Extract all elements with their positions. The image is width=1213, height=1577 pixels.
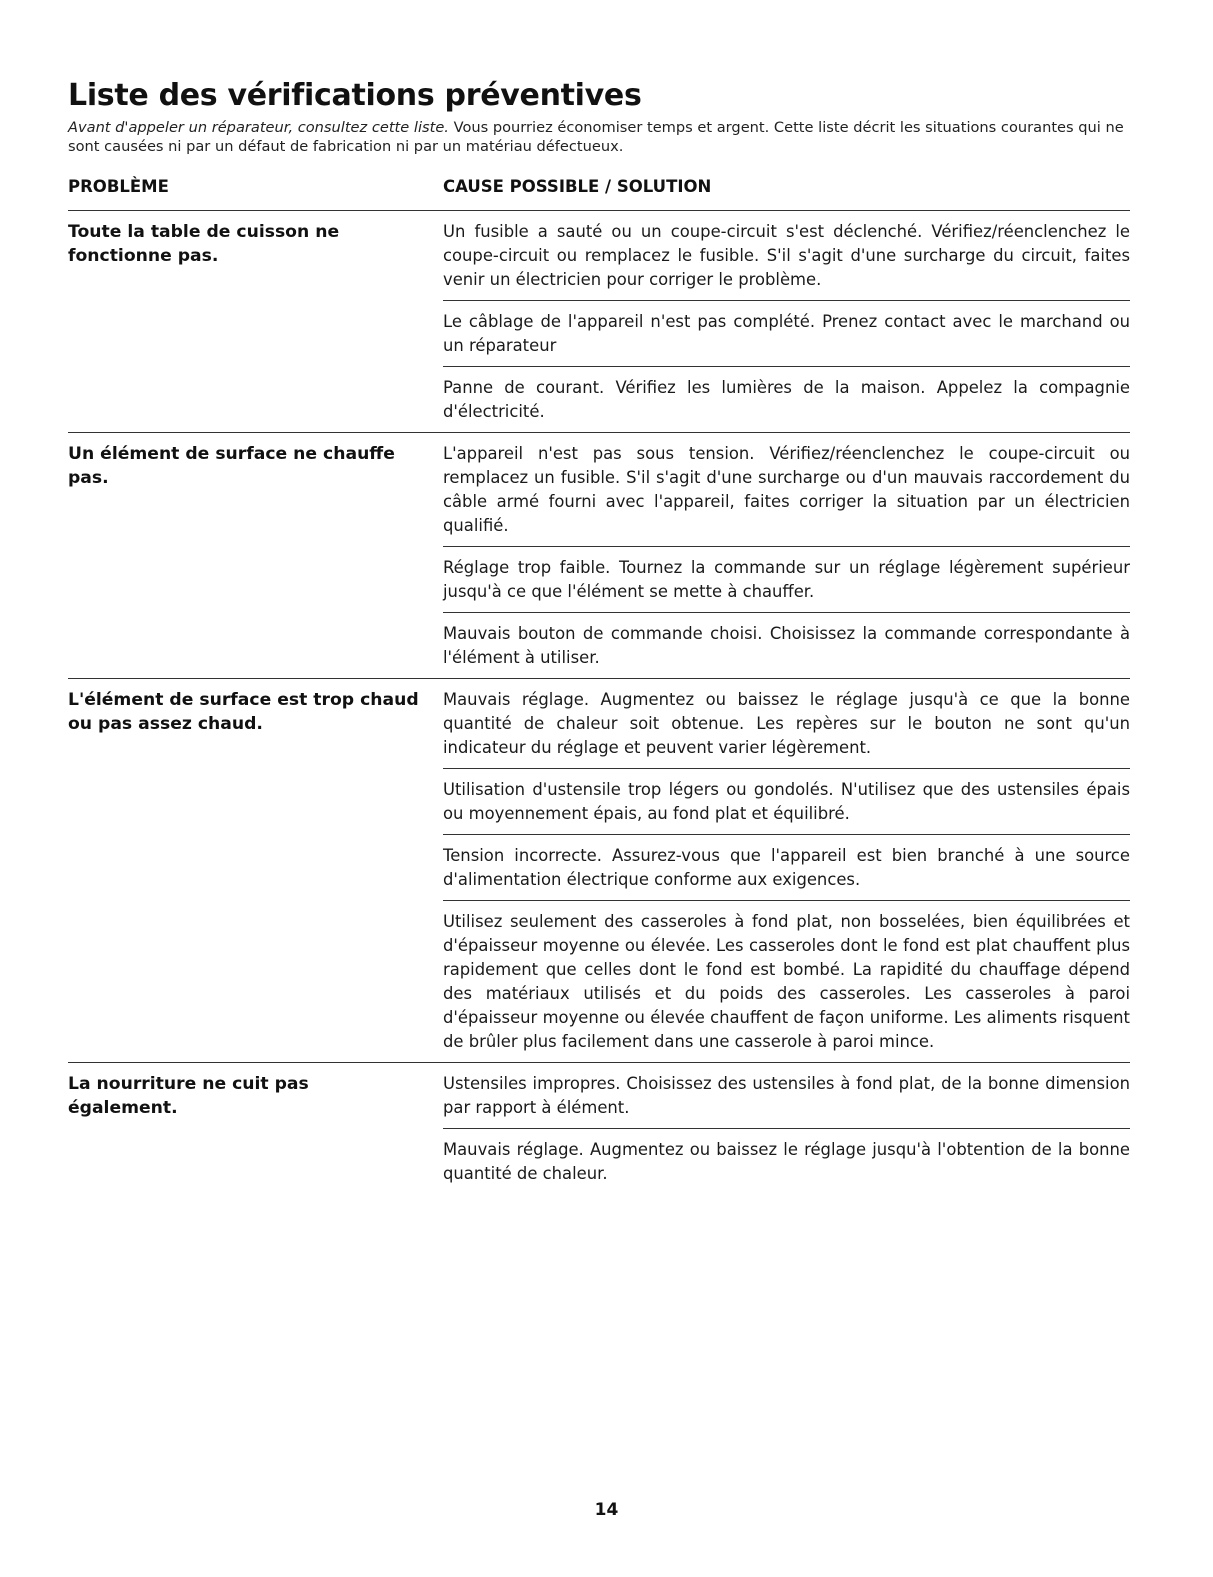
troubleshooting-section	[68, 433, 1130, 679]
solution-list	[443, 1063, 1130, 1194]
troubleshooting-table	[68, 211, 1130, 1194]
solution-item: Mauvais réglage. Augmentez ou baissez le réglage jusqu'à l'obtention de la bonne quantité de chaleur.	[443, 1128, 1130, 1194]
intro-text: Vous pourriez économiser temps et argent. Cette liste décrit les situations courantes qui ne sont causées ni par un défaut de fabrication ni par un matériau défectueux.	[68, 119, 1124, 155]
problem-label: Toute la table de cuisson ne fonctionne pas.	[68, 222, 340, 266]
solution-column-header: CAUSE POSSIBLE / SOLUTION	[443, 177, 712, 196]
solution-item: Tension incorrecte. Assurez-vous que l'appareil est bien branché à une source d'alimentation électrique conforme aux exigences.	[443, 834, 1130, 900]
problem-label: Un élément de surface ne chauffe pas.	[68, 444, 395, 488]
page-number: 14	[594, 1500, 619, 1520]
solution-list	[443, 679, 1130, 1062]
solution-item: Un fusible a sauté ou un coupe-circuit s'est déclenché. Vérifiez/réenclenchez le coupe-circuit ou remplacez le fusible. S'il s'agit d'une surcharge du circuit, faites venir un électricien pour corriger le problème.	[443, 222, 1130, 289]
solution-list	[443, 211, 1130, 432]
troubleshooting-section	[68, 211, 1130, 433]
solution-item: Le câblage de l'appareil n'est pas complété. Prenez contact avec le marchand ou un réparateur	[443, 300, 1130, 366]
solution-item: Mauvais réglage. Augmentez ou baissez le réglage jusqu'à ce que la bonne quantité de chaleur soit obtenue. Les repères sur le bouton ne sont qu'un indicateur du réglage et peuvent varier légèrement.	[443, 690, 1130, 757]
troubleshooting-section	[68, 679, 1130, 1063]
solution-item: Utilisez seulement des casseroles à fond plat, non bosselées, bien équilibrées et d'épaisseur moyenne ou élevée. Les casseroles dont le fond est plat chauffent plus rapidement que celles dont le fond est bombé. La rapidité du chauffage dépend des matériaux utilisés et du poids des casseroles. Les casseroles à paroi d'épaisseur moyenne ou élevée chauffent de façon uniforme. Les aliments risquent de brûler plus facilement dans une casserole à paroi mince.	[443, 900, 1130, 1062]
solution-item: Mauvais bouton de commande choisi. Choisissez la commande correspondante à l'élément à utiliser.	[443, 612, 1130, 678]
intro-paragraph	[68, 118, 1130, 156]
solution-item: Ustensiles impropres. Choisissez des ustensiles à fond plat, de la bonne dimension par rapport à élément.	[443, 1074, 1130, 1117]
solution-list	[443, 433, 1130, 678]
page-title: Liste des vérifications préventives	[68, 78, 642, 113]
problem-column-header: PROBLÈME	[68, 177, 169, 196]
document-page	[68, 78, 1130, 1194]
solution-item: Utilisation d'ustensile trop légers ou gondolés. N'utilisez que des ustensiles épais ou moyennement épais, au fond plat et équilibré.	[443, 768, 1130, 834]
solution-item: Panne de courant. Vérifiez les lumières de la maison. Appelez la compagnie d'électricité.	[443, 366, 1130, 432]
problem-label: La nourriture ne cuit pas également.	[68, 1074, 309, 1118]
intro-lead: Avant d'appeler un réparateur, consultez cette liste.	[68, 119, 449, 136]
problem-label: L'élément de surface est trop chaud ou pas assez chaud.	[68, 690, 419, 734]
column-headers	[68, 177, 1130, 211]
troubleshooting-section	[68, 1063, 1130, 1194]
solution-item: Réglage trop faible. Tournez la commande sur un réglage légèrement supérieur jusqu'à ce que l'élément se mette à chauffer.	[443, 546, 1130, 612]
solution-item: L'appareil n'est pas sous tension. Vérifiez/réenclenchez le coupe-circuit ou remplacez un fusible. S'il s'agit d'une surcharge ou d'un mauvais raccordement du câble armé fourni avec l'appareil, faites corriger la situation par un électricien qualifié.	[443, 444, 1130, 535]
